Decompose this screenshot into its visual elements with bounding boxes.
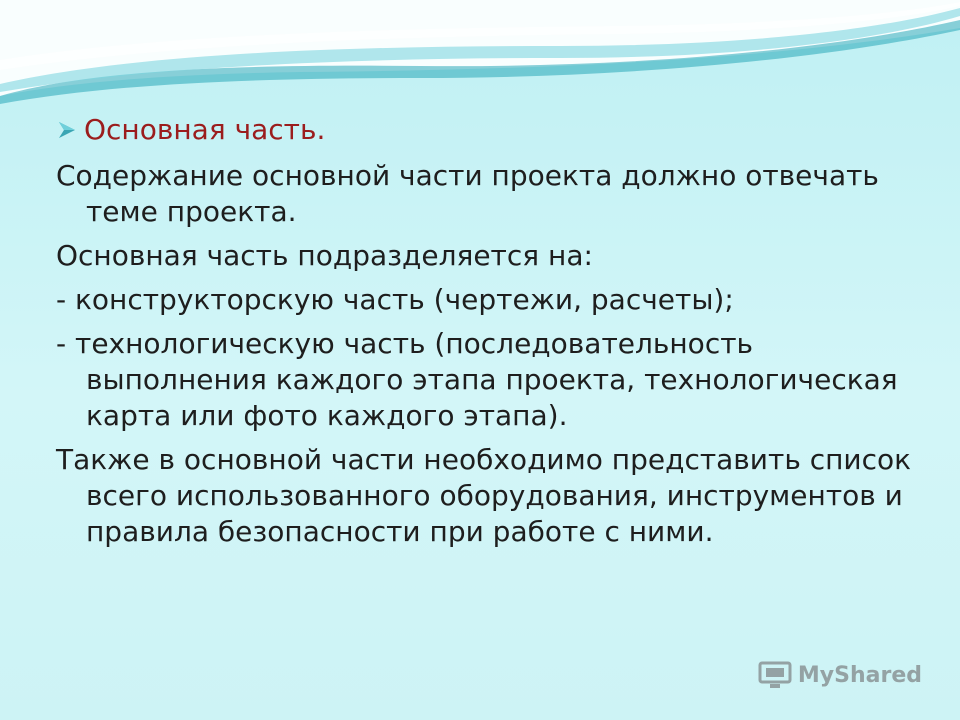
monitor-logo-icon (758, 660, 792, 690)
paragraph: Содержание основной части проекта должно отвечать теме проекта. (56, 159, 879, 228)
heading-row (56, 112, 916, 148)
slide-heading: Основная часть. (84, 113, 326, 146)
paragraph: - технологическую часть (последовательность выполнения каждого этапа проекта, технологическая карта или фото каждого этапа). (56, 327, 898, 432)
paragraph: - конструкторскую часть (чертежи, расчеты); (56, 283, 734, 316)
watermark-text: MyShared (797, 662, 922, 688)
paragraph: Также в основной части необходимо представить список всего использованного оборудования, инструментов и правила безопасности при работе с ними. (56, 443, 912, 548)
paragraph: Основная часть подразделяется на: (56, 239, 593, 272)
wave-decoration (0, 0, 960, 120)
slide-content (56, 112, 916, 558)
arrow-bullet-icon (56, 119, 78, 141)
watermark (758, 660, 922, 690)
